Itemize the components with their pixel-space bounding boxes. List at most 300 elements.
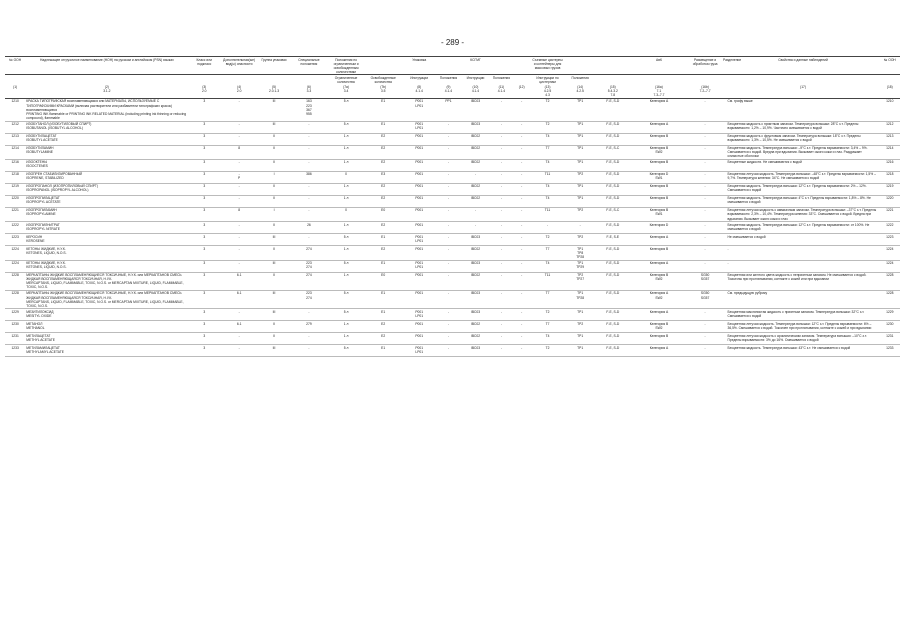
header-cell: Размещение и обработка груза <box>688 57 722 75</box>
table-cell: - <box>490 159 513 171</box>
table-cell: T2 <box>531 121 565 133</box>
table-cell: 1231 <box>880 333 900 345</box>
table-cell: II <box>258 133 290 145</box>
un-number-cell: 1231 <box>5 333 25 345</box>
subheader-cell: Положения <box>571 75 589 80</box>
table-cell: - <box>490 333 513 345</box>
table-cell: E1 <box>364 309 402 321</box>
table-cell: 8 <box>220 207 258 221</box>
column-number-cell: (10) 4.1.4 <box>461 85 490 99</box>
subheader-cell <box>726 75 879 85</box>
table-cell: IBC02 <box>461 321 490 333</box>
table-cell: E2 <box>364 133 402 145</box>
table-cell: TP1 <box>564 183 596 195</box>
table-cell: TP1 <box>564 159 596 171</box>
properties-cell: Бесцветная жидкость. Температура вспышки: 43°C з.т. Не смешивается с водой <box>726 345 879 357</box>
table-cell: - <box>490 309 513 321</box>
un-number-cell: 1229 <box>5 309 25 321</box>
table-cell: F-E, S-D <box>596 246 630 260</box>
table-cell: - <box>513 345 531 357</box>
table-cell: - <box>436 309 461 321</box>
table-cell: - <box>436 333 461 345</box>
table-cell: - <box>490 246 513 260</box>
shipping-name-cell: МЕТИЛАЦЕТАТ METHYL ACETATE <box>25 333 188 345</box>
un-number-cell: 1219 <box>5 183 25 195</box>
table-cell: 1 л <box>328 195 364 207</box>
table-cell: P001 <box>402 290 436 308</box>
table-cell: - <box>688 121 722 133</box>
table-cell: P001 <box>402 207 436 221</box>
table-cell: Категория B <box>630 159 689 171</box>
table-row <box>5 121 900 133</box>
header-cell <box>513 57 531 75</box>
table-cell: - <box>436 133 461 145</box>
table-cell: F-E, S-D <box>596 183 630 195</box>
header-row <box>5 57 900 75</box>
table-cell: 0 <box>328 171 364 183</box>
table-cell: - <box>436 272 461 290</box>
table-cell: - <box>513 183 531 195</box>
table-cell: TP2 <box>564 171 596 183</box>
table-cell: 1223 <box>880 234 900 246</box>
column-number-cell: (16b) 7.2–7.7 <box>688 85 722 99</box>
un-number-cell: 1223 <box>5 234 25 246</box>
table-cell: F-E, S-D <box>596 133 630 145</box>
subheader-cell: Положения <box>492 75 511 80</box>
table-cell: F-E, S-D <box>596 333 630 345</box>
table-cell: - <box>513 207 531 221</box>
header-cell: Группа упаковки <box>258 57 290 75</box>
table-cell: E2 <box>364 195 402 207</box>
properties-cell: Бесцветная летучая жидкость с аммиачным запахом. Температура вспышки: –37°C з.т. Пределы взрываемости: 2,3% – 10,4%. Температура кипения: 33°C. Смешивается с водой. Вредна при вдыхании. Вызывает ожоги кожи и глаз <box>726 207 879 221</box>
column-number-cell: (13) 4.2.5 4.3 <box>531 85 565 99</box>
table-cell: P001 LP01 <box>402 345 436 357</box>
table-cell: P001 <box>402 246 436 260</box>
column-number-cell: (14) 4.2.5 <box>564 85 596 99</box>
properties-cell: Бесцветная жидкость с приятным запахом. Температура вспышки: 28°C з.т. Пределы взрываемости: 1,2% – 10,9%. Частично смешивается с водой <box>726 121 879 133</box>
table-cell: - <box>513 222 531 234</box>
table-cell: 5 л <box>328 234 364 246</box>
table-cell: T7 <box>531 321 565 333</box>
properties-cell: См. графу выше <box>726 98 879 121</box>
table-cell: E1 <box>364 121 402 133</box>
subheader-row <box>5 75 900 85</box>
table-cell: II <box>258 183 290 195</box>
table-row <box>5 290 900 308</box>
properties-cell: Бесцветная жидкость. Температура вспышки: –9°C з.т. Пределы взрываемости: 3,4% – 9%. Смешивается с водой. Вредна при вдыхании. Вызывает ожоги кожи и глаз. Раздражает слизистые оболочки <box>726 145 879 159</box>
shipping-name-cell: ИЗОПРЕН СТАБИЛИЗИРОВАННЫЙ ISOPRENE, STABILIZED <box>25 171 188 183</box>
header-cell: № ООН <box>5 57 25 75</box>
column-number-cell: (11) 4.1.4 <box>490 85 513 99</box>
table-cell: - <box>490 133 513 145</box>
column-number-cell: (5) 2.0.1.3 <box>258 85 290 99</box>
header-cell: Специальные положения <box>290 57 328 75</box>
un-number-cell: 1213 <box>5 133 25 145</box>
table-cell: 1214 <box>880 145 900 159</box>
table-cell: Категория B SW2 <box>630 145 689 159</box>
header-cell: № ООН <box>880 57 900 75</box>
header-cell: АвК <box>630 57 689 75</box>
table-cell: - <box>290 183 328 195</box>
table-cell: T2 <box>531 345 565 357</box>
properties-cell: Бесцветные жидкости. Не смешиваются с водой <box>726 159 879 171</box>
table-cell: - <box>490 260 513 272</box>
table-cell: E0 <box>364 272 402 290</box>
subheader-cell <box>220 75 258 85</box>
table-cell: - <box>290 145 328 159</box>
table-cell: 6.1 <box>220 272 258 290</box>
table-cell: 3 <box>188 260 220 272</box>
un-number-cell: 1218 <box>5 171 25 183</box>
table-cell: TP1 TP29 <box>564 260 596 272</box>
table-cell: Категория A <box>630 234 689 246</box>
table-cell: Категория A <box>630 121 689 133</box>
table-cell: - <box>513 321 531 333</box>
table-cell: III <box>258 260 290 272</box>
table-cell: SG50 SG57 <box>688 272 722 290</box>
table-cell: 3 <box>188 98 220 121</box>
table-cell: 3 <box>188 195 220 207</box>
table-row <box>5 321 900 333</box>
table-cell: - <box>436 171 461 183</box>
un-number-cell: 1222 <box>5 222 25 234</box>
properties-cell: - <box>726 260 879 272</box>
table-cell: - <box>220 309 258 321</box>
table-cell: IBC02 <box>461 159 490 171</box>
table-cell: 1210 <box>880 98 900 121</box>
table-cell: TP1 TP8 TP28 <box>564 246 596 260</box>
table-cell: F-E, S-D <box>596 98 630 121</box>
table-cell: Категория D <box>630 222 689 234</box>
table-cell: P001 <box>402 183 436 195</box>
table-cell: - <box>220 159 258 171</box>
table-cell: 5 л <box>328 309 364 321</box>
table-cell: F-E, S-E <box>596 234 630 246</box>
column-number-cell: (6) 3.3 <box>290 85 328 99</box>
table-cell: T7 <box>531 145 565 159</box>
un-number-cell: 1221 <box>5 207 25 221</box>
table-body <box>5 98 900 356</box>
page-number: - 289 - <box>440 38 465 47</box>
table-cell: - <box>513 246 531 260</box>
table-cell: Категория A <box>630 260 689 272</box>
table-cell: - <box>290 234 328 246</box>
table-cell: 3 <box>188 171 220 183</box>
table-cell: - <box>220 195 258 207</box>
table-cell: IBC03 <box>461 345 490 357</box>
table-cell: II <box>258 246 290 260</box>
table-cell: 5 л <box>328 345 364 357</box>
table-cell: II <box>258 145 290 159</box>
table-cell: TP2 <box>564 321 596 333</box>
table-cell: Категория D SW1 <box>630 171 689 183</box>
properties-cell: Бесцветная жидкость. Температура вспышки: 12°C з.т. Пределы взрываемости: 2% – 12%. Смешивается с водой <box>726 183 879 195</box>
table-cell: 6.1 <box>220 290 258 308</box>
subheader-cell: Инструкции <box>410 75 429 80</box>
table-cell: Категория B <box>630 333 689 345</box>
table-cell: 3 <box>188 207 220 221</box>
header-cell: Разделение <box>722 57 727 75</box>
table-cell: 223 274 <box>290 290 328 308</box>
table-cell: IBC03 <box>461 121 490 133</box>
table-cell: 1233 <box>880 345 900 357</box>
table-cell: E2 <box>364 145 402 159</box>
table-cell: P001 LP01 <box>402 234 436 246</box>
un-number-cell: 1224 <box>5 260 25 272</box>
table-cell: 279 <box>290 321 328 333</box>
shipping-name-cell: ИЗОПРОПАНОЛ (ИЗОПРОПИЛОВЫЙ СПИРТ) ISOPROPANOL (ISOPROPYL ALCOHOL) <box>25 183 188 195</box>
table-cell: - <box>490 145 513 159</box>
table-cell: - <box>436 290 461 308</box>
table-cell: - <box>513 290 531 308</box>
table-cell: TP1 <box>564 98 596 121</box>
table-cell: 3 <box>188 234 220 246</box>
table-cell: III <box>258 234 290 246</box>
table-cell: 1229 <box>880 309 900 321</box>
column-number-cell: (17) <box>726 85 879 99</box>
table-row <box>5 171 900 183</box>
table-cell: - <box>220 260 258 272</box>
table-cell: - <box>513 159 531 171</box>
table-cell: 3 <box>188 222 220 234</box>
table-row <box>5 145 900 159</box>
table-cell: - <box>688 98 722 121</box>
table-cell: - <box>290 195 328 207</box>
table-cell: TP1 <box>564 309 596 321</box>
table-cell: - <box>513 133 531 145</box>
table-cell: 0 <box>328 207 364 221</box>
table-cell: T4 <box>531 333 565 345</box>
table-cell: P001 <box>402 195 436 207</box>
properties-cell: Бесцветная летучая жидкость с ароматическим запахом. Температура вспышки: –10°C з.т. Пределы взрываемости: 3% до 16%. Смешивается с водой <box>726 333 879 345</box>
subheader-cell: Ограниченные количества <box>334 75 358 85</box>
column-number-cell: (16a) 7.1 7.3–7.7 <box>630 85 689 99</box>
table-cell: Категория A <box>630 98 689 121</box>
table-cell: F-E, S-D <box>596 321 630 333</box>
table-cell: F-E, S-C <box>596 207 630 221</box>
table-cell: - <box>513 272 531 290</box>
table-cell: 223 274 <box>290 260 328 272</box>
table-cell: 26 <box>290 222 328 234</box>
table-cell: - <box>220 121 258 133</box>
table-cell: 1 л <box>328 246 364 260</box>
un-number-cell: 1224 <box>5 246 25 260</box>
header-cell <box>436 57 461 75</box>
table-cell: TP1 <box>564 345 596 357</box>
shipping-name-cell: МЕРКАПТАНЫ ЖИДКИЕ ВОСПЛАМЕНЯЮЩИЕСЯ ТОКСИЧНЫЕ, Н.У.К. или МЕРКАПТАНОВ СМЕСЬ ЖИДКАЯ ВОСПЛАМЕНЯЮЩАЯСЯ ТОКСИЧНАЯ, Н.У.К. MERCAPTANS, LIQUID, FLAMMABLE, TOXIC, N.O.S. or MERCAPTAN MIXTURE, LIQUID, FLAMMABLE, TOXIC, N.O.S. <box>25 272 188 290</box>
table-cell: - <box>290 309 328 321</box>
table-cell: - <box>290 133 328 145</box>
table-cell: 1220 <box>880 195 900 207</box>
table-cell: E1 <box>364 290 402 308</box>
header-cell <box>596 57 630 75</box>
table-cell: - <box>220 133 258 145</box>
column-number-row <box>5 85 900 99</box>
column-number-cell: (8) 4.1.4 <box>402 85 436 99</box>
table-cell: TP1 <box>564 133 596 145</box>
properties-cell: Бесцветная летучая жидкость. Температура вспышки: –48°C з.т. Пределы взрываемости: 1,5% – 9,7%. Температура кипения: 34°C. Не смешивается с водой <box>726 171 879 183</box>
un-number-cell: 1228 <box>5 272 25 290</box>
properties-cell: Бесцветная или желтого цвета жидкость с неприятным запахом. Не смешивается с водой. Токсичны при проглатывании, контакте с кожей или при вдыхании <box>726 272 879 290</box>
table-cell: F-E, S-D <box>596 159 630 171</box>
table-cell: 1230 <box>880 321 900 333</box>
table-cell: - <box>290 159 328 171</box>
table-cell: T11 <box>531 207 565 221</box>
table-cell: - <box>564 222 596 234</box>
table-cell: IBC02 <box>461 133 490 145</box>
table-cell: - <box>490 171 513 183</box>
subheader-cell <box>25 75 188 85</box>
subheader-cell <box>513 75 531 85</box>
un-number-cell: 1214 <box>5 145 25 159</box>
table-cell: - <box>490 222 513 234</box>
table-cell: - <box>688 345 722 357</box>
table-cell: IBC02 <box>461 145 490 159</box>
table-cell: T4 <box>531 159 565 171</box>
shipping-name-cell: ИЗОПРОПИЛНИТРАТ ISOPROPYL NITRATE <box>25 222 188 234</box>
table-cell: P001 <box>402 272 436 290</box>
table-cell: IBC03 <box>461 290 490 308</box>
table-cell: 1212 <box>880 121 900 133</box>
table-cell: - <box>513 121 531 133</box>
table-cell: F-E, S-D <box>596 195 630 207</box>
table-cell: - <box>436 159 461 171</box>
table-cell: - <box>688 171 722 183</box>
table-row <box>5 234 900 246</box>
table-cell: - <box>436 195 461 207</box>
table-cell: - <box>490 345 513 357</box>
header-cell: Дополнительная(ые) вид(ы) опасности <box>220 57 258 75</box>
table-cell: 386 <box>290 171 328 183</box>
table-cell: T11 <box>531 171 565 183</box>
table-row <box>5 159 900 171</box>
table-cell: - <box>220 345 258 357</box>
table-cell: - <box>220 98 258 121</box>
table-cell: - <box>290 345 328 357</box>
table-cell: Категория B <box>630 195 689 207</box>
column-number-cell: (12) <box>513 85 531 99</box>
un-number-cell: 1230 <box>5 321 25 333</box>
shipping-name-cell: КЕТОНЫ ЖИДКИЕ, Н.У.К. KETONES, LIQUID, N.O.S. <box>25 260 188 272</box>
table-cell: 3 <box>188 246 220 260</box>
subheader-cell <box>880 75 900 85</box>
table-cell: IBC02 <box>461 272 490 290</box>
table-cell: - P <box>220 171 258 183</box>
table-cell: T2 <box>531 234 565 246</box>
table-cell: II <box>258 222 290 234</box>
subheader-cell <box>258 75 290 85</box>
table-cell: - <box>513 234 531 246</box>
table-cell: P001 LP01 <box>402 98 436 121</box>
table-cell: - <box>513 309 531 321</box>
table-cell: F-E, S-D <box>596 345 630 357</box>
header-cell: Положения по ограниченным и освобожденным количествам <box>328 57 364 75</box>
table-cell: - <box>688 145 722 159</box>
column-number-cell: (3) 2.0 <box>188 85 220 99</box>
table-cell: TP1 <box>564 121 596 133</box>
column-number-cell: (9) 4.1.4 <box>436 85 461 99</box>
table-cell: T7 <box>531 246 565 260</box>
table-cell: T4 <box>531 260 565 272</box>
table-cell: PP1 <box>436 98 461 121</box>
header-cell <box>490 57 513 75</box>
table-cell: F-E, S-C <box>596 145 630 159</box>
header-cell: Надлежащее отгрузочное наименование (НОН) на русском и английском (PSN) языках <box>25 57 188 75</box>
table-cell: Категория B SW1 <box>630 207 689 221</box>
table-cell: - <box>436 345 461 357</box>
table-cell: 1221 <box>880 207 900 221</box>
table-cell: - <box>688 133 722 145</box>
table-cell: T4 <box>531 195 565 207</box>
table-cell: III <box>258 345 290 357</box>
subheader-cell <box>5 75 25 85</box>
table-cell: TP2 TP27 <box>564 272 596 290</box>
table-cell: - <box>688 222 722 234</box>
column-number-cell: (18) <box>880 85 900 99</box>
table-cell: - <box>531 222 565 234</box>
table-cell: 3 <box>188 133 220 145</box>
table-cell: 163 223 367 955 <box>290 98 328 121</box>
table-row <box>5 133 900 145</box>
table-cell: 1228 <box>880 272 900 290</box>
table-cell: P001 <box>402 321 436 333</box>
un-number-cell: 1220 <box>5 195 25 207</box>
table-cell: Категория A <box>630 309 689 321</box>
table-cell: 3 <box>188 183 220 195</box>
table-cell: 1 л <box>328 333 364 345</box>
header-cell: Упаковка <box>402 57 436 75</box>
table-cell: TP1 TP28 <box>564 290 596 308</box>
table-cell: IBC03 <box>461 260 490 272</box>
table-cell: - <box>490 121 513 133</box>
table-cell: F-E, S-D <box>596 290 630 308</box>
column-number-cell: (7b) 3.5 <box>364 85 402 99</box>
table-cell: F-E, S-D <box>596 272 630 290</box>
table-cell: 5 л <box>328 290 364 308</box>
table-cell: TP1 <box>564 145 596 159</box>
table-cell: TP2 <box>564 207 596 221</box>
table-cell: TP2 <box>564 234 596 246</box>
table-cell: Категория B <box>630 133 689 145</box>
column-number-cell: (4) 2.0 <box>220 85 258 99</box>
table-cell: - <box>461 171 490 183</box>
table-cell: I <box>258 171 290 183</box>
shipping-name-cell: ИЗООКТЕНЫ ISOOCTENES <box>25 159 188 171</box>
table-cell: P001 LP01 <box>402 309 436 321</box>
shipping-name-cell: ИЗОБУТИЛАМИН ISOBUTYLAMINE <box>25 145 188 159</box>
table-cell: T11 <box>531 272 565 290</box>
shipping-name-cell: МЕРКАПТАНЫ ЖИДКИЕ ВОСПЛАМЕНЯЮЩИЕСЯ ТОКСИЧНЫЕ, Н.У.К. или МЕРКАПТАНОВ СМЕСЬ ЖИДКАЯ ВОСПЛАМЕНЯЮЩАЯСЯ ТОКСИЧНАЯ, Н.У.К. MERCAPTANS, LIQUID, FLAMMABLE, TOXIC, N.O.S. or MERCAPTAN MIXTURE, LIQUID, FLAMMABLE, TOXIC, N.O.S. <box>25 290 188 308</box>
table-row <box>5 260 900 272</box>
table-cell: E1 <box>364 234 402 246</box>
table-cell: F-E, S-D <box>596 171 630 183</box>
table-cell: - <box>220 183 258 195</box>
un-number-cell: 1228 <box>5 290 25 308</box>
table-cell: - <box>490 183 513 195</box>
table-cell: 1 л <box>328 222 364 234</box>
subheader-cell <box>596 75 630 85</box>
table-cell: Категория B <box>630 183 689 195</box>
table-cell: 3 <box>188 121 220 133</box>
properties-cell: Бесцветная летучая жидкость. Температура вспышки: 12°C з.т. Пределы взрываемости: 6% – 36,5%. Смешивается с водой. Токсичен при проглатывании, контакте с кожей и при вдыхании <box>726 321 879 333</box>
table-cell: - <box>513 195 531 207</box>
table-cell: - <box>513 333 531 345</box>
table-cell: 1 л <box>328 183 364 195</box>
table-cell: T7 <box>531 290 565 308</box>
subheader-cell <box>688 75 722 85</box>
table-row <box>5 222 900 234</box>
header-cell: Съемные цистерны и контейнеры для массовых грузов <box>531 57 565 75</box>
